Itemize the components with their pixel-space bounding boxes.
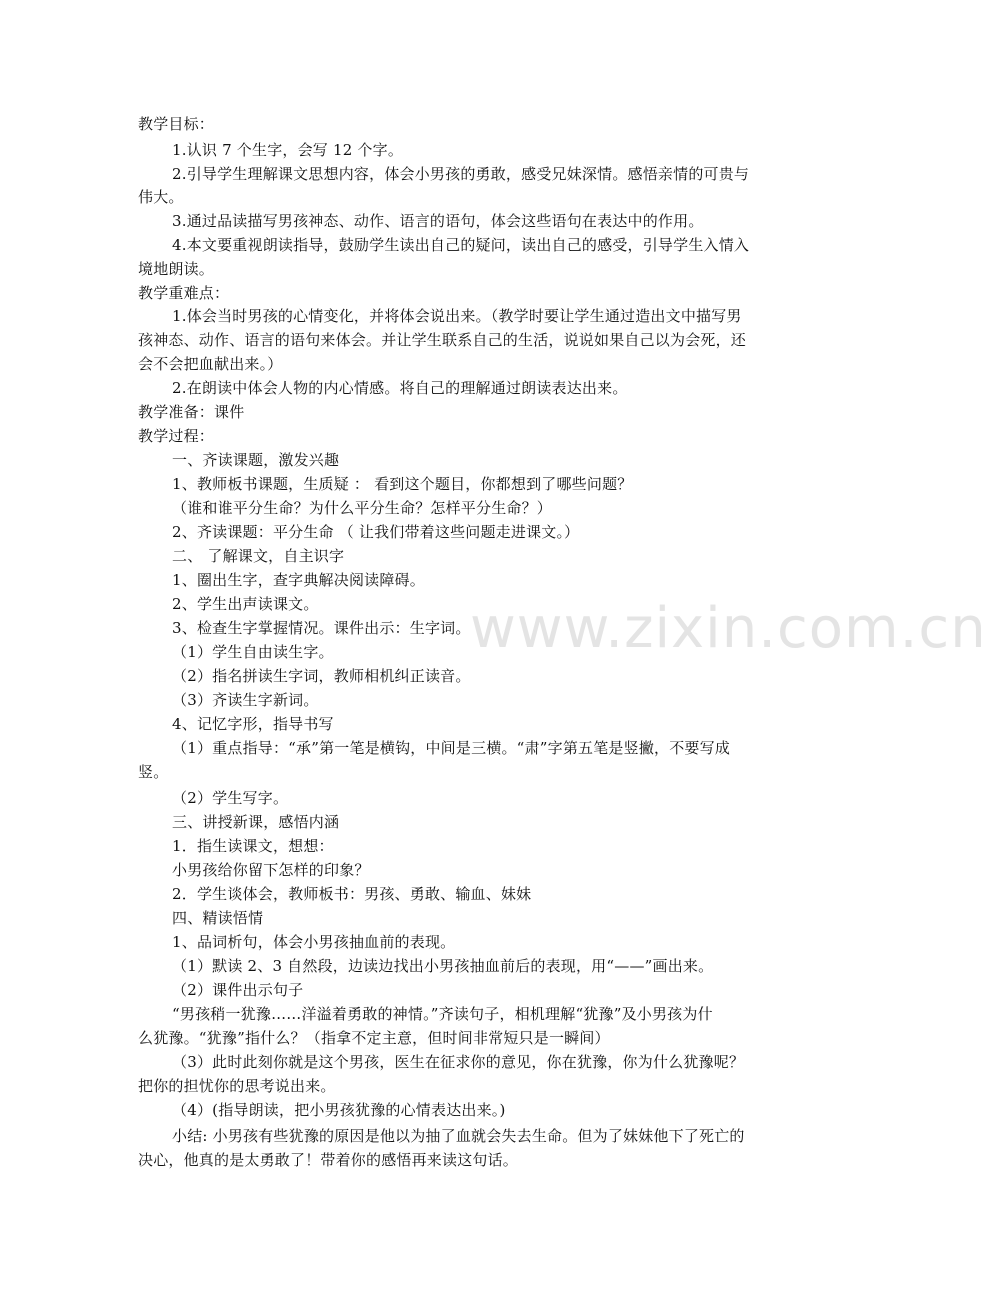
text-line: 会不会把血献出来。） — [138, 355, 283, 373]
text-line: 1、品词析句，体会小男孩抽血前的表现。 — [172, 933, 456, 951]
text-line: 1.体会当时男孩的心情变化，并将体会说出来。（教学时要让学生通过造出文中描写男 — [172, 307, 742, 325]
text-line: （1）重点指导：“承”第一笔是横钩，中间是三横。“肃”字第五笔是竖撇，不要写成 — [172, 739, 731, 757]
text-line: 教学准备：课件 — [138, 403, 245, 421]
text-line: 教学重难点： — [138, 284, 230, 302]
text-line: （谁和谁平分生命？为什么平分生命？怎样平分生命？） — [172, 499, 553, 517]
text-line: 竖。 — [138, 763, 169, 781]
watermark: www.zixin.com.cn — [470, 596, 987, 661]
text-line: 二、 了解课文，自主识字 — [172, 547, 345, 565]
text-line: 2．学生谈体会，教师板书：男孩、勇敢、输血、妹妹 — [172, 885, 532, 903]
text-line: 决心，他真的是太勇敢了！带着你的感悟再来读这句话。 — [138, 1151, 519, 1169]
text-line: 四、精读悟情 — [172, 909, 264, 927]
text-line: （2）学生写字。 — [172, 789, 289, 807]
text-line: （4）(指导朗读，把小男孩犹豫的心情表达出来。) — [172, 1101, 506, 1119]
text-line: 一、齐读课题，激发兴趣 — [172, 451, 340, 469]
text-line: （1）学生自由读生字。 — [172, 643, 334, 661]
text-line: 3.通过品读描写男孩神态、动作、语言的语句，体会这些语句在表达中的作用。 — [172, 212, 704, 230]
text-line: 小结: 小男孩有些犹豫的原因是他以为抽了血就会失去生命。但为了妹妹他下了死亡的 — [172, 1127, 745, 1145]
text-line: 1.认识 7 个生字，会写 12 个字。 — [172, 141, 404, 159]
text-line: 1．指生读课文，想想： — [172, 837, 334, 855]
text-line: （1）默读 2、3 自然段，边读边找出小男孩抽血前后的表现，用“——”画出来。 — [172, 957, 714, 975]
text-line: 小男孩给你留下怎样的印象？ — [172, 861, 370, 879]
text-line: 伟大。 — [138, 188, 184, 206]
text-line: （2）指名拼读生字词，教师相机纠正读音。 — [172, 667, 471, 685]
text-line: 么犹豫。“犹豫”指什么？（指拿不定主意，但时间非常短只是一瞬间） — [138, 1029, 610, 1047]
text-line: （3）此时此刻你就是这个男孩，医生在征求你的意见，你在犹豫，你为什么犹豫呢？ — [172, 1053, 745, 1071]
text-line: 2、学生出声读课文。 — [172, 595, 319, 613]
text-line: 三、讲授新课，感悟内涵 — [172, 813, 340, 831]
text-line: 4.本文要重视朗读指导，鼓励学生读出自己的疑问，读出自己的感受，引导学生入情入 — [172, 236, 750, 254]
text-line: 2、齐读课题：平分生命 （ 让我们带着这些问题走进课文。） — [172, 523, 580, 541]
text-line: 4、记忆字形，指导书写 — [172, 715, 334, 733]
text-line: （3）齐读生字新词。 — [172, 691, 319, 709]
text-line: 把你的担忧你的思考说出来。 — [138, 1077, 336, 1095]
text-line: 3、检查生字掌握情况。课件出示：生字词。 — [172, 619, 471, 637]
text-line: “男孩稍一犹豫……洋溢着勇敢的神情。”齐读句子，相机理解“犹豫”及小男孩为什 — [172, 1005, 713, 1023]
text-line: 1、教师板书课题，生质疑 ： 看到这个题目，你都想到了哪些问题？ — [172, 475, 633, 493]
text-line: 1、圈出生字，查字典解决阅读障碍。 — [172, 571, 425, 589]
text-line: 教学目标： — [138, 115, 215, 133]
text-line: 境地朗读。 — [138, 260, 215, 278]
text-line: （2）课件出示句子 — [172, 981, 304, 999]
text-line: 2.在朗读中体会人物的内心情感。将自己的理解通过朗读表达出来。 — [172, 379, 628, 397]
text-line: 教学过程： — [138, 427, 215, 445]
text-line: 孩神态、动作、语言的语句来体会。并让学生联系自己的生活，说说如果自己以为会死，还 — [138, 331, 747, 349]
text-line: 2.引导学生理解课文思想内容，体会小男孩的勇敢，感受兄妹深情。感悟亲情的可贵与 — [172, 165, 750, 183]
